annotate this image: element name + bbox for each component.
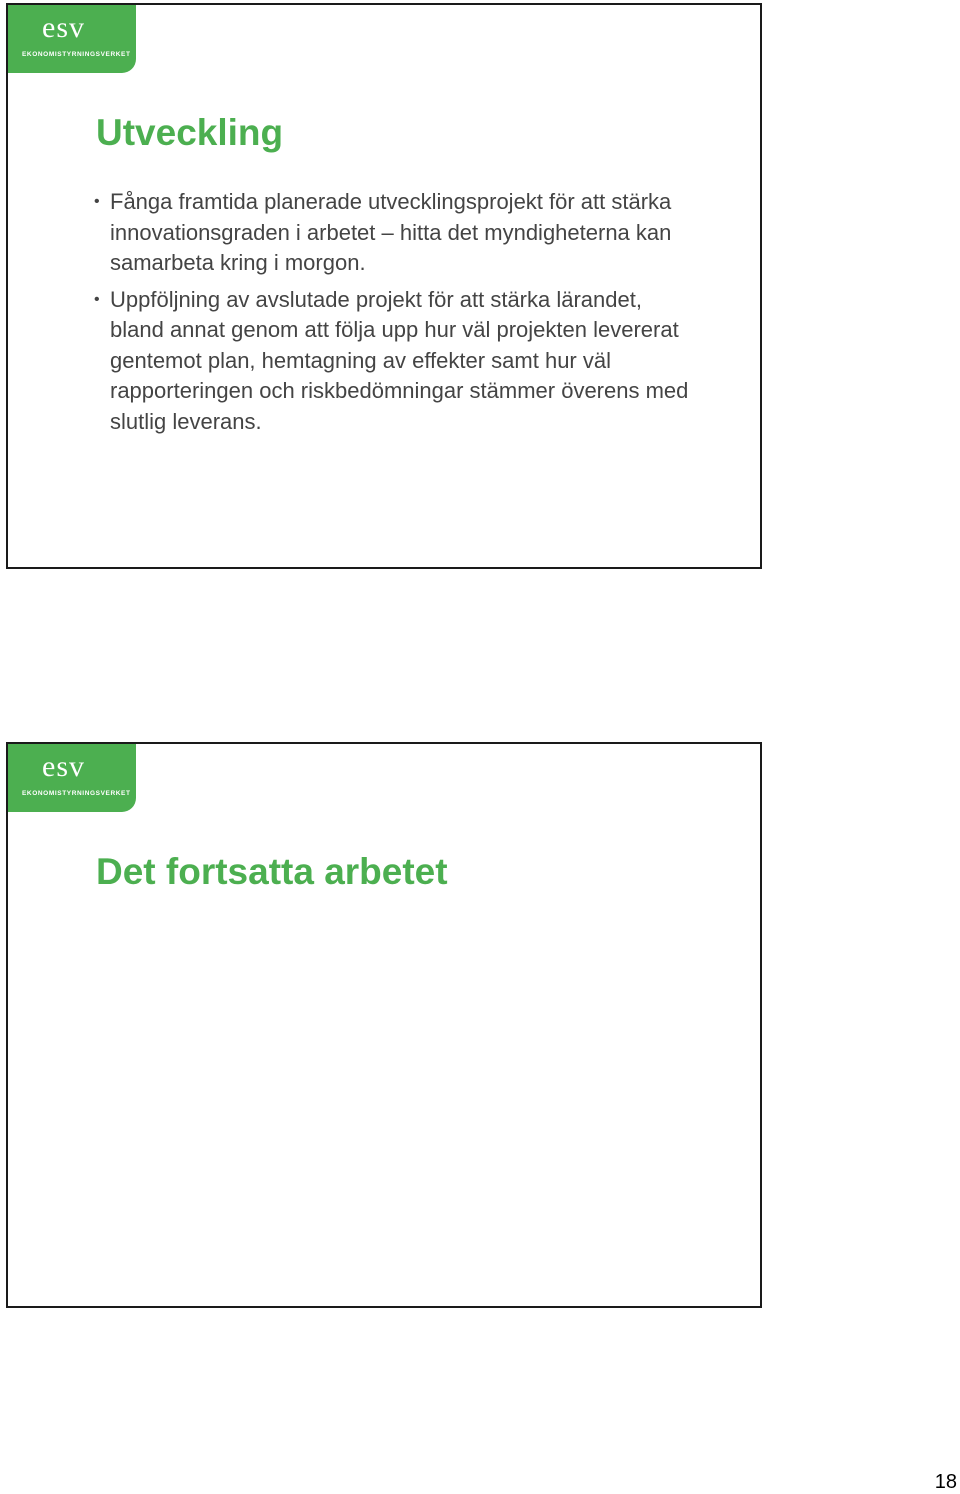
- esv-logo-mark: esv: [42, 11, 85, 44]
- slide-title: Det fortsatta arbetet: [96, 851, 448, 892]
- bullet-dot-icon: •: [94, 290, 100, 308]
- esv-logo-text: EKONOMISTYRNINGSVERKET: [22, 51, 131, 58]
- page-number: 18: [934, 1471, 957, 1493]
- esv-logo: [8, 744, 136, 812]
- slide-title: Utveckling: [96, 112, 284, 153]
- esv-logo-mark: esv: [42, 750, 85, 783]
- bullet-list: [94, 187, 694, 443]
- bullet-item: [94, 285, 694, 438]
- esv-logo: [8, 5, 136, 73]
- bullet-text: Fånga framtida planerade utvecklingsprojekt för att stärka innovationsgraden i arbetet – hitta det myndigheterna kan samarbeta kring i morgon.: [110, 189, 672, 275]
- esv-logo-text: EKONOMISTYRNINGSVERKET: [22, 790, 131, 797]
- slide-utveckling: [6, 3, 762, 569]
- bullet-text: Uppföljning av avslutade projekt för att stärka lärandet, bland annat genom att följa upp hur väl projekten levererat gentemot plan, hemtagning av effekter samt hur väl rapporteringen och riskbedömningar stämmer överens med slutlig leverans.: [110, 286, 689, 434]
- bullet-dot-icon: •: [94, 193, 100, 210]
- slide-det-fortsatta-arbetet: [6, 742, 762, 1308]
- bullet-item: [94, 187, 694, 279]
